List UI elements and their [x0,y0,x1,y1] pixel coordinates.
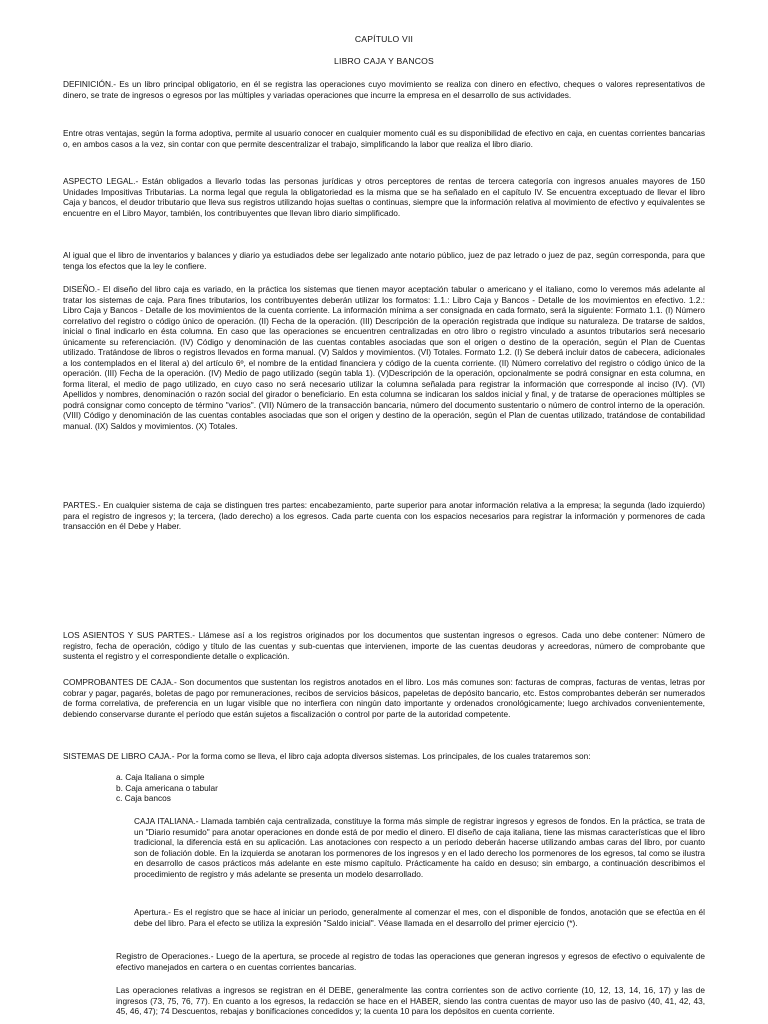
paragraph-legalizado: Al igual que el libro de inventarios y balances y diario ya estudiados debe ser legalizado ante notario público, juez de paz letrado o juez de paz, según corresponda, para que tenga los efectos que la ley le confiere. [63,250,705,271]
paragraph-ventajas: Entre otras ventajas, según la forma adoptiva, permite al usuario conocer en cualquier momento cuál es su disponibilidad de efectivo en caja, en cuentas corrientes bancarias o, en ambos casos a la vez, sin contar con que permite descentralizar el trabajo, simplificando la labor que realiza el libro diario. [63,128,705,149]
paragraph-registro-operaciones: Registro de Operaciones.- Luego de la apertura, se procede al registro de todas las operaciones que generan ingresos y egresos de efectivo o equivalente de efectivo manejados en cartera o en cuentas corrientes bancarias. [116,951,705,972]
paragraph-diseno: DISEÑO.- El diseño del libro caja es variado, en la práctica los sistemas que tienen mayor aceptación tabular o americano y el italiano, como lo veremos más adelante al tratar los sistemas de caja. Para fines tributarios, los contribuyentes deberán utilizar los formatos: 1.1.: Libro Caja y Bancos - Detalle de los movimientos en efectivo. 1.2.: Libro Caja y Bancos - Detalle de los movimientos de la cuenta corriente. La información mínima a ser consignada en cada formato, será la siguiente: Formato 1.1. (I) Número correlativo del registro o código único de operación. (II) Fecha de la operación. (III) Descripción de la operación registrada que indique su naturaleza. De tratarse de saldos, inicial o final indicarlo en ésta columna. En caso que las operaciones se encuentren centralizadas en otro libro o registro vinculado a asuntos tributarios será necesario únicamente su referenciación. (IV) Código y denominación de las cuentas contables asociadas que son el origen o destino de la operación, según el Plan de Cuentas utilizado. Tratándose de libros o registros llevados en forma manual. (V) Saldos y movimientos. (VI) Totales. Formato 1.2. (I) Se deberá incluir datos de cabecera, adicionales a los contemplados en el literal a) del artículo 6º, el nombre de la entidad financiera y código de la cuenta corriente. (II) Número correlativo del registro o código único de la operación. (III) Fecha de la operación. (IV) Medio de pago utilizado (según tabla 1). (V)Descripción de la operación, opcionalmente se podrá consignar en esta columna, en forma literal, el medio de pago utilizado, en cuyo caso no será necesario utilizar la columna señalada para registrar la información que corresponde al inciso (IV). (VI) Apellidos y nombres, denominación o razón social del girador o beneficiario. En esta columna se indicaran los saldos inicial y final, y de tratarse de operaciones múltiples se podrá consignar como concepto de término "varios". (VII) Número de la transacción bancaria, número del documento sustentario o número de control interno de la operación. (VIII) Código y denominación de las cuentas contables asociadas que son el origen y destino de la operación, según el Plan de cuentas utilizado, tratándose de contabilidad manual. (IX) Saldos y movimientos. (X) Totales. [63,284,705,431]
page-heading: LIBRO CAJA Y BANCOS [334,56,434,66]
paragraph-caja-italiana: CAJA ITALIANA.- Llamada también caja centralizada, constituye la forma más simple de registrar ingresos y egresos de fondos. En la práctica, se trata de un "Diario resumido" para anotar operaciones en donde está de por medio el dinero. El diseño de caja italiana, tiene las mismas características que el libro tradicional, la diferencia está en su aplicación. Las anotaciones con respecto a un periodo deberán hacerse utilizando ambas caras del libro, por cuanto son de foliación doble. En la izquierda se anotaran los pormenores de los ingresos y en el lado derecho los pormenores de los egresos, tal como se ilustra en desarrollo de casos prácticos más adelante en este mismo capítulo. Prácticamente ha caído en desuso; sin embargo, a continuación describimos el procedimiento de registro y más adelante se presenta un modelo desarrollado. [134,816,705,879]
paragraph-definicion: DEFINICIÓN.- Es un libro principal obligatorio, en él se registra las operaciones cuyo movimiento se realiza con dinero en efectivo, cheques o valores representativos de dinero, se trate de ingresos o egresos por las múltiples y variadas operaciones que incurre la empresa en el desarrollo de sus actividades. [63,79,705,100]
paragraph-comprobantes: COMPROBANTES DE CAJA.- Son documentos que sustentan los registros anotados en el libro. Los más comunes son: facturas de compras, facturas de ventas, letras por cobrar y pagar, pagarés, boletas de pago por remuneraciones, recibos de servicios básicos, papeletas de depósito bancario, etc. Estos comprobantes deberán ser numerados de forma correlativa, de preferencia en un lugar visible que no interfiera con ningún dato importante y ordenados cronológicamente; luego archivados convenientemente, debiendo conservarse durante el período que están sujetos a fiscalización o control por parte de la autoridad competente. [63,677,705,719]
paragraph-aspecto-legal: ASPECTO LEGAL.- Están obligados a llevarlo todas las personas jurídicas y otros perceptores de rentas de tercera categoría con ingresos anuales mayores de 150 Unidades Impositivas Tributarias. La norma legal que regula la obligatoriedad es la misma que se ha señalado en el capítulo IV. Se encuentra exceptuado de llevar el libro Caja y bancos, el deudor tributario que lleva sus registros utilizando hojas sueltas o continuas, siempre que la información relativa al movimiento de efectivo y equivalentes se encuentre en el Libro Mayor, también, los contribuyentes que llevan libro diario simplificado. [63,176,705,218]
list-item: c. Caja bancos [116,793,171,803]
chapter-title: CAPÍTULO VII [354,34,414,44]
paragraph-apertura: Apertura.- Es el registro que se hace al iniciar un periodo, generalmente al comenzar el mes, con el disponible de fondos, anotación que se efectúa en él debe del libro. Para el efecto se utiliza la expresión "Saldo inicial". Véase llamada en el desarrollo del primer ejercicio (*). [134,907,705,928]
sistemas-list [116,772,218,804]
paragraph-partes: PARTES.- En cualquier sistema de caja se distinguen tres partes: encabezamiento, parte superior para anotar información relativa a la empresa; la segunda (lado izquierdo) para el registro de ingresos y; la tercera, (lado derecho) a los egresos. Cada parte cuenta con los espacios necesarios para registrar la información y pormenores de cada transacción en él Debe y Haber. [63,500,705,531]
list-item: b. Caja americana o tabular [116,782,218,793]
paragraph-asientos: LOS ASIENTOS Y SUS PARTES.- Llámese así a los registros originados por los documentos que sustentan ingresos o egresos. Cada uno debe contener: Número de registro, fecha de operación, código y título de las cuentas y sub-cuentas que intervienen, importe de las cuentas deudoras y acreedoras, número de comprobante que sustenta el registro y el correspondiente detalle o explicación. [63,630,705,661]
paragraph-operaciones-relativas: Las operaciones relativas a ingresos se registran en él DEBE, generalmente las contra corrientes son de activo corriente (10, 12, 13, 14, 16, 17) y las de ingresos (73, 75, 76, 77). En cuanto a los egresos, la redacción se hace en el HABER, siendo las contra cuentas de mayor uso las de pasivo (40, 41, 42, 43, 45, 46, 47); 74 Descuentos, rebajas y bonificaciones concedidos y; la cuenta 10 para los depósitos en cuenta corriente. [116,985,705,1016]
paragraph-sistemas: SISTEMAS DE LIBRO CAJA.- Por la forma como se lleva, el libro caja adopta diversos sistemas. Los principales, de los cuales trataremos son: [63,751,591,761]
list-item: a. Caja Italiana o simple [116,772,205,782]
